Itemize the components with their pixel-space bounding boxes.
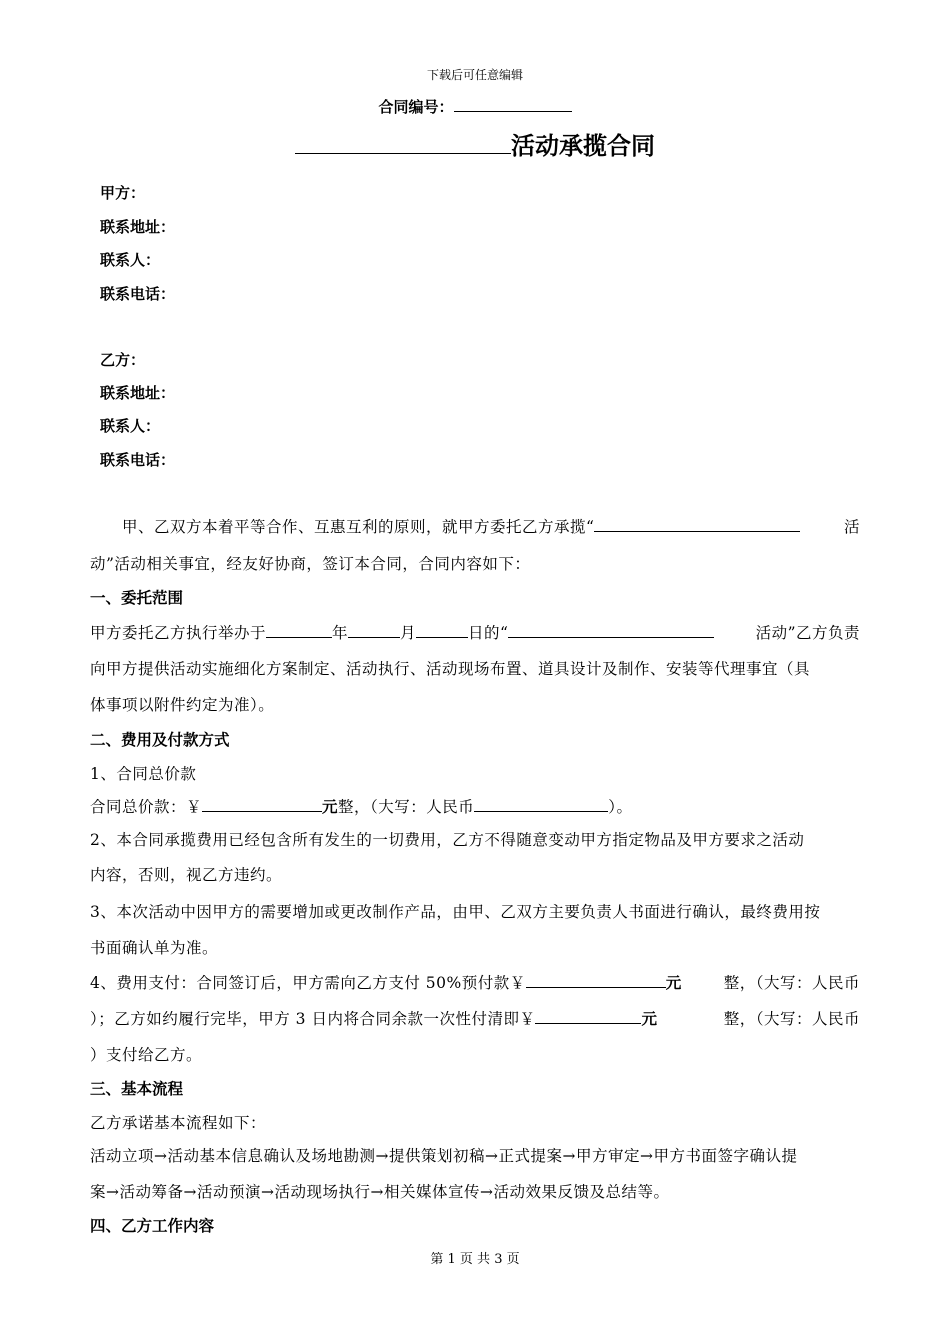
item-4-text-a: 4、费用支付：合同签订后，甲方需向乙方支付 50%预付款￥ <box>90 974 526 992</box>
contract-number <box>0 96 950 117</box>
intro-line-2: 动”活动相关事宜，经友好协商，签订本合同，合同内容如下： <box>90 555 531 573</box>
total-text-b: 整，（大写：人民币 <box>338 798 475 816</box>
page-number: 第 1 页 共 3 页 <box>430 1252 520 1267</box>
item-4-text-c: ）；乙方如约履行完毕，甲方 3 日内将合同余款一次性付清即￥ <box>90 1010 536 1028</box>
intro-text-a: 甲、乙双方本着平等合作、互惠互利的原则，就甲方委托乙方承揽“ <box>122 518 595 536</box>
section-3-heading: 三、基本流程 <box>90 1081 184 1098</box>
activity-name-blank <box>295 128 511 154</box>
total-words-blank <box>474 796 608 813</box>
day-blank <box>416 622 468 639</box>
party-b-address: 联系地址： <box>100 385 176 402</box>
balance-yuan: 元 <box>641 1011 658 1028</box>
party-a-label: 甲方： <box>100 185 146 202</box>
contract-number-blank <box>454 96 572 112</box>
header-note: 下载后可任意编辑 <box>426 68 523 82</box>
party-a-contact: 联系人： <box>100 252 161 269</box>
total-yuan: 元 <box>322 799 339 816</box>
section-1-text-end: 活动”乙方负责 <box>755 624 860 642</box>
intro-text-b: 活 <box>843 518 860 536</box>
section-2-item-4-line-2 <box>90 1007 860 1029</box>
prepay-amount-blank <box>526 972 666 989</box>
item-4-text-b: 整，（大写：人民币 <box>723 974 860 992</box>
section-3-line-2: 活动立项→活动基本信息确认及场地勘测→提供策划初稿→正式提案→甲方审定→甲方书面签字确认提 <box>90 1147 798 1165</box>
party-b-label: 乙方： <box>100 352 146 369</box>
item-4-text-d: 整，（大写：人民币 <box>723 1010 860 1028</box>
section-1-line-2: 向甲方提供活动实施细化方案制定、活动执行、活动现场布置、道具设计及制作、安装等代理事宜（具 <box>90 660 811 678</box>
section-1-line-3: 体事项以附件约定为准）。 <box>90 696 275 714</box>
prepay-yuan: 元 <box>665 975 682 992</box>
contract-number-label: 合同编号： <box>378 99 454 116</box>
section-2-item-2-line-1: 2、本合同承揽费用已经包含所有发生的一切费用，乙方不得随意变动甲方指定物品及甲方要求之活动 <box>90 831 805 849</box>
balance-amount-blank <box>535 1008 641 1025</box>
section-1-text-a: 甲方委托乙方执行举办于 <box>90 624 267 642</box>
day-label: 日的“ <box>468 624 509 642</box>
section-2-item-4-line-3: ）支付给乙方。 <box>90 1046 203 1064</box>
section-4-heading: 四、乙方工作内容 <box>90 1218 215 1235</box>
section-2-item-1: 1、合同总价款 <box>90 765 197 783</box>
year-label: 年 <box>332 624 349 642</box>
party-b-phone: 联系电话： <box>100 452 176 469</box>
section-2-item-3-line-1: 3、本次活动中因甲方的需要增加或更改制作产品，由甲、乙双方主要负责人书面进行确认，最终费用按 <box>90 903 821 921</box>
total-amount-blank <box>202 796 322 813</box>
intro-activity-blank <box>594 516 800 533</box>
section-2-item-2-line-2: 内容，否则，视乙方违约。 <box>90 866 283 884</box>
total-label: 合同总价款：￥ <box>90 798 203 816</box>
month-blank <box>348 622 400 639</box>
year-blank <box>266 622 332 639</box>
page-title <box>0 126 950 161</box>
total-text-c: ）。 <box>608 798 633 816</box>
section-2-item-4-line-1 <box>90 971 860 993</box>
section-2-total <box>90 795 633 817</box>
section-2-item-3-line-2: 书面确认单为准。 <box>90 939 219 957</box>
intro-line-1 <box>90 515 860 537</box>
section-2-heading: 二、费用及付款方式 <box>90 732 230 749</box>
month-label: 月 <box>400 624 417 642</box>
party-b-contact: 联系人： <box>100 418 161 435</box>
party-a-phone: 联系电话： <box>100 286 176 303</box>
section-1-heading: 一、委托范围 <box>90 590 184 607</box>
section-3-line-3: 案→活动筹备→活动预演→活动现场执行→相关媒体宣传→活动效果反馈及总结等。 <box>90 1183 670 1201</box>
section-1-activity-blank <box>508 622 714 639</box>
party-a-address: 联系地址： <box>100 219 176 236</box>
title-text: 活动承揽合同 <box>511 133 655 160</box>
section-1-line-1 <box>90 621 860 643</box>
section-3-line-1: 乙方承诺基本流程如下： <box>90 1114 267 1132</box>
